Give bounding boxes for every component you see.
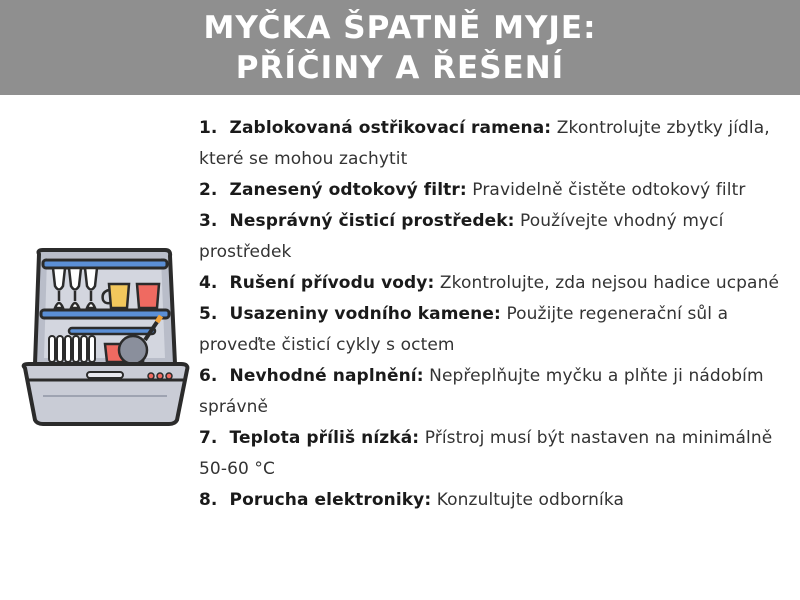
cause-solution: Konzultujte odborníka: [436, 490, 624, 510]
plates: [49, 336, 95, 362]
title-line-2: PŘÍČINY A ŘEŠENÍ: [235, 49, 565, 86]
cause-solution: Přístroj musí být nastaven na minimálně 50-60 °C: [199, 428, 773, 479]
cause-title: 2. Zanesený odtokový filtr:: [199, 180, 467, 200]
cause-title: 8. Porucha elektroniky:: [199, 490, 432, 510]
door-handle: [87, 372, 123, 378]
cause-title: 4. Rušení přívodu vody:: [199, 273, 435, 293]
list-item: [199, 175, 791, 206]
cause-title: 1. Zablokovaná ostřikovací ramena:: [199, 118, 552, 138]
title-line-1: MYČKA ŠPATNĚ MYJE:: [203, 9, 597, 46]
causes-list: [199, 113, 791, 516]
cause-solution: Pravidelně čistěte odtokový filtr: [472, 180, 746, 200]
cause-solution: Zkontrolujte, zda nejsou hadice ucpané: [439, 273, 780, 293]
cause-solution: Zkontrolujte zbytky jídla, které se mohou zachytit: [199, 118, 770, 169]
wine-glasses: [53, 268, 97, 308]
lower-rack-rail: [41, 310, 169, 318]
list-item: [199, 299, 791, 361]
list-item: [199, 268, 791, 299]
list-item: [199, 113, 791, 175]
cause-solution: Použijte regenerační sůl a proveďte čisticí cykly s octem: [199, 304, 729, 355]
cause-solution: Používejte vhodný mycí prostředek: [199, 211, 724, 262]
list-item: [199, 361, 791, 423]
dishwasher-icon: [17, 246, 193, 428]
cause-title: 3. Nesprávný čisticí prostředek:: [199, 211, 515, 231]
cause-title: 6. Nevhodné naplnění:: [199, 366, 424, 386]
control-buttons: [148, 373, 172, 379]
title-banner: [0, 0, 800, 95]
cause-title: 5. Usazeniny vodního kamene:: [199, 304, 501, 324]
list-item: [199, 485, 791, 516]
list-item: [199, 206, 791, 268]
list-item: [199, 423, 791, 485]
cause-title: 7. Teplota příliš nízká:: [199, 428, 420, 448]
cause-solution: Nepřeplňujte myčku a plňte ji nádobím správně: [199, 366, 764, 417]
